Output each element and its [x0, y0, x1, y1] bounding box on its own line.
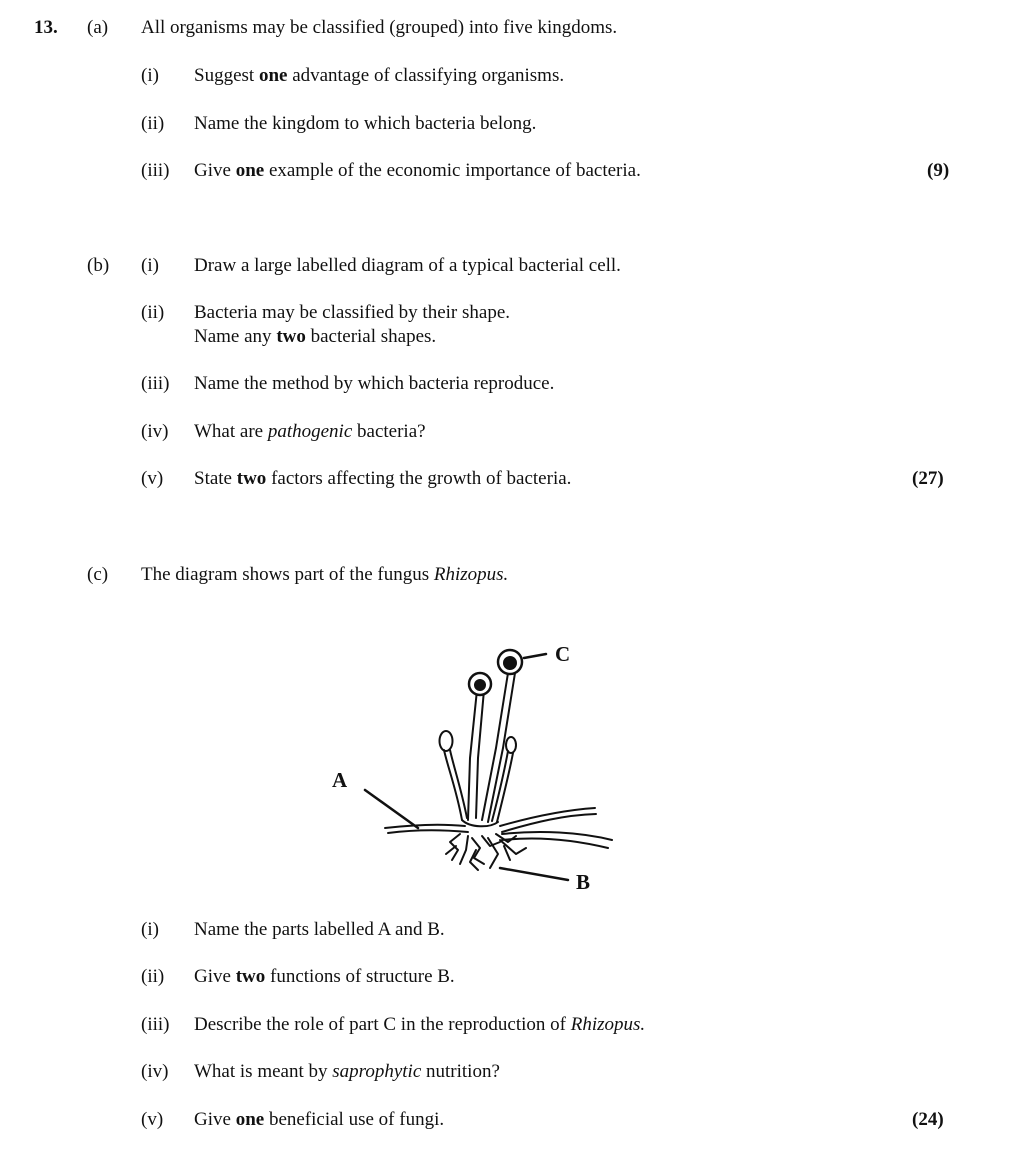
diagram-label-b: B — [576, 870, 591, 894]
part-a-marks: (9) — [927, 160, 950, 181]
rhizopus-diagram — [320, 628, 620, 898]
part-c-item-1-num: (i) — [141, 919, 159, 940]
part-a-item-3-num: (iii) — [141, 160, 170, 181]
part-a-intro: All organisms may be classified (grouped) into five kingdoms. — [141, 17, 618, 38]
part-b-item-1-text: Draw a large labelled diagram of a typical bacterial cell. — [194, 255, 621, 276]
part-c-item-3-text: Describe the role of part C in the reproduction of Rhizopus. — [194, 1014, 646, 1035]
part-b-item-2-line1: Bacteria may be classified by their shape. — [194, 302, 511, 323]
part-c-item-2-num: (ii) — [141, 966, 165, 987]
part-c-item-5-text: Give one beneficial use of fungi. — [194, 1109, 445, 1130]
part-b-item-2-line2: Name any two bacterial shapes. — [194, 326, 437, 347]
part-b-label: (b) — [87, 255, 110, 276]
part-a-item-2-num: (ii) — [141, 113, 165, 134]
diagram-label-a: A — [332, 768, 348, 792]
part-c-marks: (24) — [912, 1109, 944, 1130]
part-c-item-5-num: (v) — [141, 1109, 164, 1130]
part-a-item-3-text: Give one example of the economic importance of bacteria. — [194, 160, 641, 181]
part-b-item-4-text: What are pathogenic bacteria? — [194, 421, 426, 442]
part-b-item-1-num: (i) — [141, 255, 159, 276]
part-c-label: (c) — [87, 564, 109, 585]
part-c-item-2-text: Give two functions of structure B. — [194, 966, 455, 987]
part-b-marks: (27) — [912, 468, 944, 489]
part-b-item-5-num: (v) — [141, 468, 164, 489]
part-c-item-1-text: Name the parts labelled A and B. — [194, 919, 445, 940]
diagram-label-c: C — [555, 642, 571, 666]
part-b-item-3-num: (iii) — [141, 373, 170, 394]
part-c-intro: The diagram shows part of the fungus Rhizopus. — [141, 564, 509, 585]
part-b-item-3-text: Name the method by which bacteria reproduce. — [194, 373, 555, 394]
rhizopus-drawing — [320, 628, 620, 898]
question-number: 13. — [34, 17, 58, 38]
part-a-item-2-text: Name the kingdom to which bacteria belong. — [194, 113, 537, 134]
part-b-item-2-num: (ii) — [141, 302, 165, 323]
part-b-item-5-text: State two factors affecting the growth of bacteria. — [194, 468, 572, 489]
part-c-item-4-text: What is meant by saprophytic nutrition? — [194, 1061, 500, 1082]
part-b-item-4-num: (iv) — [141, 421, 169, 442]
part-c-item-3-num: (iii) — [141, 1014, 170, 1035]
part-a-label: (a) — [87, 17, 109, 38]
part-a-item-1-num: (i) — [141, 65, 159, 86]
part-c-item-4-num: (iv) — [141, 1061, 169, 1082]
part-a-item-1-text: Suggest one advantage of classifying organisms. — [194, 65, 565, 86]
